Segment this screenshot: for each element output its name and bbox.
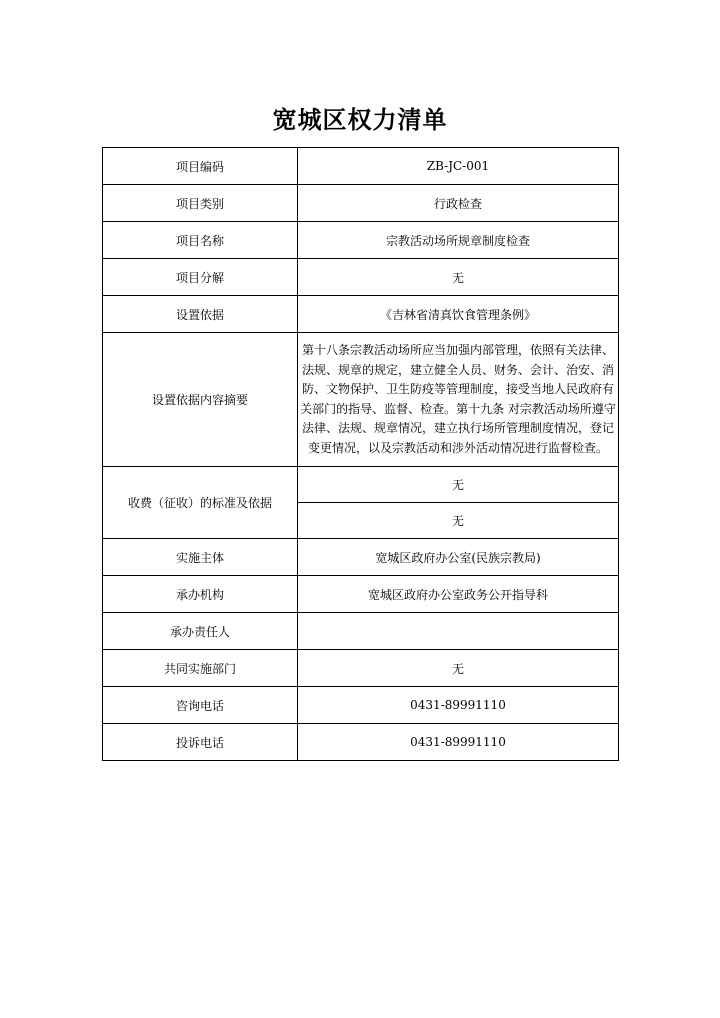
row-label: 项目编码 (103, 148, 298, 185)
row-summary: 第十八条宗教活动场所应当加强内部管理，依照有关法律、法规、规章的规定，建立健全人员、财务、会计、治安、消防、文物保护、卫生防疫等管理制度，接受当地人民政府有关部门的指导、监督、检查。第十九条 对宗教活动场所遵守法律、法规、规章情况，建立执行场所管理制度情况，登记变更情况，以及宗教活动和涉外活动情况进行监督检查。 (298, 333, 619, 467)
row-label: 咨询电话 (103, 687, 298, 724)
row-value: 无 (298, 650, 619, 687)
row-value (298, 613, 619, 650)
row-value: 0431-89991110 (298, 687, 619, 724)
row-value: 宽城区政府办公室(民族宗教局) (298, 539, 619, 576)
table-row (103, 467, 619, 503)
row-label: 投诉电话 (103, 724, 298, 761)
row-label: 收费（征收）的标准及依据 (103, 467, 298, 539)
table-row (103, 333, 619, 467)
table-row (103, 148, 619, 185)
row-value: 宗教活动场所规章制度检查 (298, 222, 619, 259)
row-label: 设置依据内容摘要 (103, 333, 298, 467)
row-label: 共同实施部门 (103, 650, 298, 687)
table-row (103, 576, 619, 613)
table-row (103, 185, 619, 222)
table-row (103, 222, 619, 259)
table-row (103, 650, 619, 687)
row-value: ZB-JC-001 (298, 148, 619, 185)
table-row (103, 613, 619, 650)
row-label: 承办责任人 (103, 613, 298, 650)
table-row (103, 296, 619, 333)
row-label: 设置依据 (103, 296, 298, 333)
row-label: 项目分解 (103, 259, 298, 296)
page-title: 宽城区权力清单 (272, 105, 448, 134)
row-label: 项目名称 (103, 222, 298, 259)
row-value: 无 (298, 503, 619, 539)
power-list-table (102, 147, 619, 761)
table-row (103, 724, 619, 761)
row-value: 0431-89991110 (298, 724, 619, 761)
row-label: 实施主体 (103, 539, 298, 576)
table-row (103, 259, 619, 296)
row-label: 项目类别 (103, 185, 298, 222)
table-row (103, 687, 619, 724)
row-value: 宽城区政府办公室政务公开指导科 (298, 576, 619, 613)
row-value: 无 (298, 467, 619, 503)
row-label: 承办机构 (103, 576, 298, 613)
row-value: 无 (298, 259, 619, 296)
row-value: 《吉林省清真饮食管理条例》 (298, 296, 619, 333)
row-value: 行政检查 (298, 185, 619, 222)
table-row (103, 539, 619, 576)
